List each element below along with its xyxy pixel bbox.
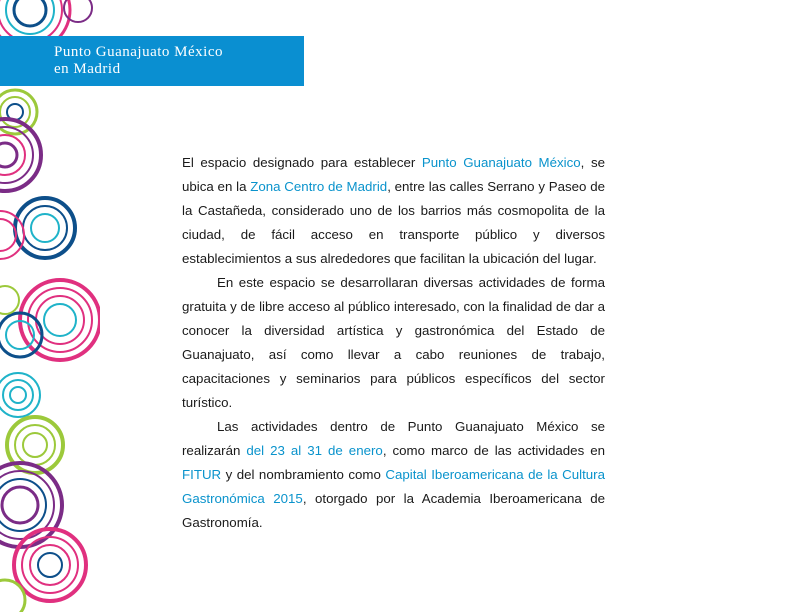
highlight-zona-centro: Zona Centro de Madrid bbox=[250, 179, 388, 194]
paragraph-1-text-2: , entre las calles Serrano y Paseo de la Castañeda, considerado uno de los barrios más cosmopolita de la ciudad, de fácil acceso en transporte público y diversos establecimientos a sus alrededores que facilitan la ubicación del lugar. bbox=[182, 179, 605, 266]
paragraph-3 bbox=[182, 415, 605, 535]
paragraph-3-text-0: Las actividades dentro de Punto Guanajuato México se realizarán bbox=[182, 419, 605, 458]
ring-cluster-upper bbox=[0, 90, 41, 191]
paragraph-3-text-2: y del nombramiento como bbox=[221, 467, 386, 482]
highlight-capital-iberoamericana: Capital Iberoamericana de la Cultura Gastronómica 2015 bbox=[182, 467, 606, 506]
paragraph-1 bbox=[182, 151, 605, 271]
paragraph-2-text-0: En este espacio se desarrollaran diversas actividades de forma gratuita y de libre acceso al público interesado, con la finalidad de dar a conocer la diversidad artística y gastronómica del Estado de Guanajuato, así como llevar a cabo reuniones de trabajo, capacitaciones y seminarios para públicos específicos del sector turístico. bbox=[182, 275, 605, 410]
ring-cluster-lower bbox=[0, 373, 63, 473]
ring-cluster-navy bbox=[0, 198, 75, 259]
page-title-line1: Punto Guanajuato México bbox=[54, 44, 223, 60]
paragraph-3-text-3: , otorgado por la Academia Iberoamericana de Gastronomía. bbox=[182, 491, 605, 530]
paragraph-1-text-0: El espacio designado para establecer bbox=[182, 155, 422, 170]
highlight-fitur: FITUR bbox=[182, 467, 222, 482]
highlight-dates: del 23 al 31 de enero bbox=[246, 443, 383, 458]
paragraph-3-text-1: , como marco de las actividades en bbox=[382, 443, 605, 458]
body-text bbox=[182, 151, 605, 535]
decorative-circles bbox=[0, 0, 100, 612]
paragraph-1-text-1: , se ubica en la bbox=[182, 155, 605, 194]
page-title-line2: en Madrid bbox=[54, 61, 121, 77]
paragraph-2 bbox=[182, 271, 605, 415]
ring-cluster-bottom bbox=[0, 463, 86, 612]
highlight-punto-guanajuato: Punto Guanajuato México bbox=[421, 155, 581, 170]
title-banner bbox=[0, 36, 304, 86]
ring-cluster-middle bbox=[0, 280, 100, 360]
